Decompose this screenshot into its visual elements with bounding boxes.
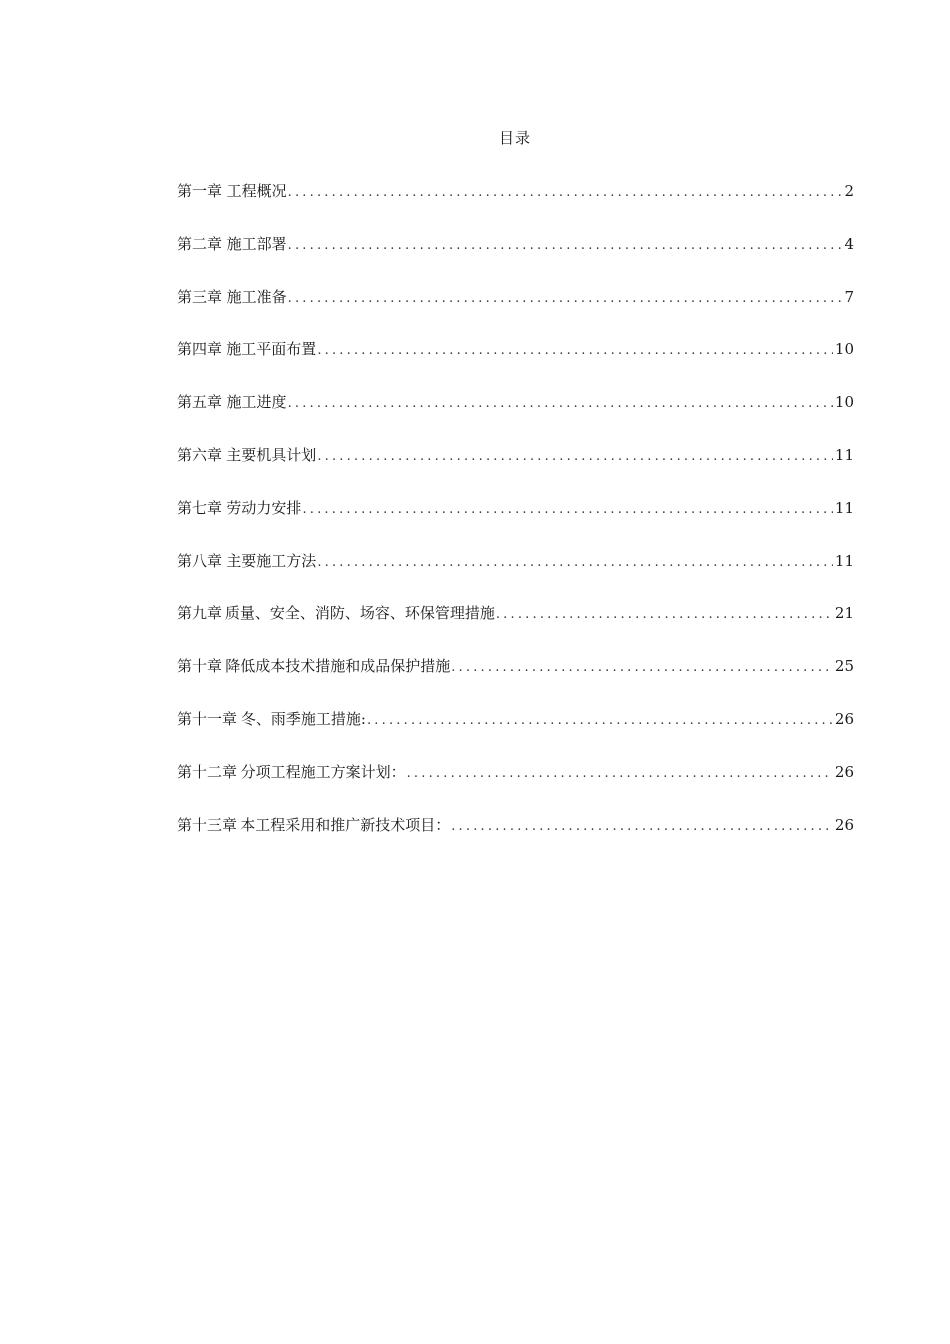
toc-chapter-title: 施工平面布置: [226, 340, 317, 359]
toc-chapter-title: 降低成本技术措施和成品保护措施: [225, 657, 451, 676]
toc-chapter-title: 质量、安全、消防、场容、环保管理措施: [224, 604, 495, 623]
toc-dot-leader: [451, 655, 833, 681]
toc-dot-leader: [288, 233, 843, 259]
toc-entry[interactable]: [177, 812, 854, 865]
toc-page-number: 4: [844, 234, 854, 253]
toc-chapter-number: 第六章: [177, 445, 223, 464]
toc-chapter-number: 第十三章: [177, 815, 238, 834]
toc-entry[interactable]: [177, 495, 854, 548]
toc-list: [177, 178, 854, 864]
toc-chapter-title: 施工部署: [226, 234, 287, 253]
toc-page-number: 11: [834, 551, 854, 570]
toc-page-number: 10: [834, 393, 854, 412]
toc-entry[interactable]: [177, 759, 854, 812]
toc-entry[interactable]: [177, 178, 854, 231]
toc-entry[interactable]: [177, 653, 854, 706]
toc-chapter-number: 第三章: [177, 287, 223, 306]
toc-entry[interactable]: [177, 706, 854, 759]
toc-entry[interactable]: [177, 389, 854, 442]
toc-page-number: 26: [834, 762, 854, 781]
toc-chapter-number: 第八章: [177, 551, 223, 570]
toc-chapter-number: 第十二章: [177, 762, 238, 781]
toc-chapter-number: 第九章: [177, 604, 223, 623]
toc-page-number: 11: [834, 445, 854, 464]
toc-chapter-title: 工程概况: [226, 182, 287, 200]
toc-page-number: 11: [834, 498, 854, 517]
toc-dot-leader: [288, 391, 833, 417]
toc-page-number: 7: [844, 287, 854, 306]
toc-chapter-title: 劳动力安排: [226, 498, 302, 517]
toc-page-number: 2: [844, 182, 854, 200]
toc-chapter-number: 第七章: [177, 498, 223, 517]
toc-dot-leader: [451, 814, 833, 840]
toc-dot-leader: [302, 497, 832, 523]
toc-chapter-number: 第十一章: [177, 709, 238, 728]
toc-chapter-number: 第四章: [177, 340, 223, 359]
toc-entry[interactable]: [177, 336, 854, 389]
toc-chapter-title: 主要施工方法: [226, 551, 317, 570]
toc-dot-leader: [288, 286, 843, 312]
toc-chapter-number: 第五章: [177, 393, 223, 412]
toc-dot-leader: [288, 180, 843, 206]
toc-entry[interactable]: [177, 442, 854, 495]
toc-chapter-title: 冬、雨季施工措施:: [240, 709, 366, 728]
toc-entry[interactable]: [177, 548, 854, 601]
toc-chapter-title: 施工进度: [226, 393, 287, 412]
toc-chapter-title: 本工程采用和推广新技术项目：: [240, 815, 451, 834]
toc-page-number: 25: [834, 657, 854, 676]
toc-title: 目录: [498, 129, 531, 147]
toc-chapter-number: 第十章: [177, 657, 223, 676]
toc-dot-leader: [317, 550, 833, 576]
toc-chapter-number: 第一章: [177, 182, 223, 200]
toc-entry[interactable]: [177, 284, 854, 337]
toc-entry[interactable]: [177, 231, 854, 284]
toc-chapter-number: 第二章: [177, 234, 223, 253]
toc-dot-leader: [496, 602, 833, 628]
toc-page-number: 26: [834, 815, 854, 834]
toc-chapter-title: 施工准备: [226, 287, 287, 306]
toc-dot-leader: [367, 708, 833, 734]
toc-page-number: 10: [834, 340, 854, 359]
toc-dot-leader: [407, 761, 833, 787]
toc-chapter-title: 分项工程施工方案计划：: [240, 762, 406, 781]
toc-page-number: 26: [834, 709, 854, 728]
toc-page-number: 21: [834, 604, 854, 623]
toc-entry[interactable]: [177, 600, 854, 653]
toc-chapter-title: 主要机具计划: [226, 445, 317, 464]
toc-dot-leader: [317, 338, 833, 364]
toc-dot-leader: [317, 444, 833, 470]
